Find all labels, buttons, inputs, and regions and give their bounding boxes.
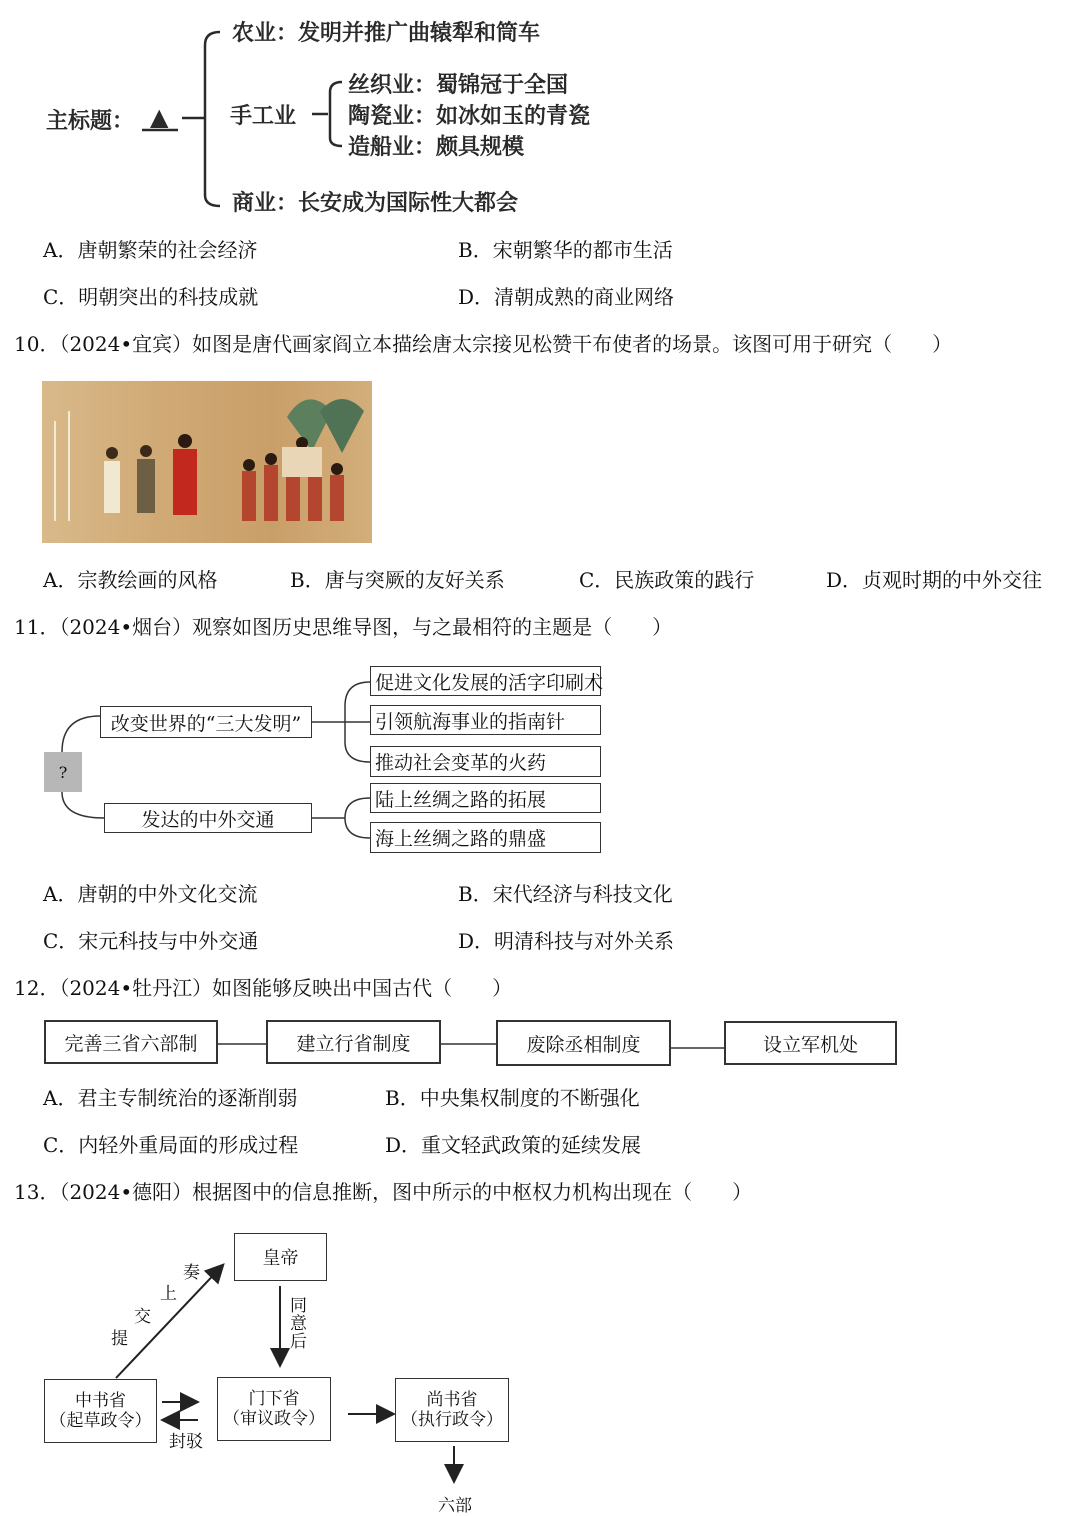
q12-box-1: 完善三省六部制 [44,1020,218,1064]
q12-stem: 12．（2024•牡丹江）如图能够反映出中国古代（ ） [14,976,513,1000]
q9-agriculture: 农业：发明并推广曲辕犁和筒车 [232,20,541,46]
q10-option-c[interactable]: C．民族政策的践行 [579,568,755,592]
q9-main-label: 主标题： [46,108,135,134]
q10-stem: 10．（2024•宜宾）如图是唐代画家阎立本描绘唐太宗接见松赞干布使者的场景。该图可用于研究（ ） [14,332,953,356]
q13-approve-char-3: 后 [290,1332,307,1352]
q12-option-c[interactable]: C．内轻外重局面的形成过程 [43,1133,299,1157]
q11-option-d[interactable]: D．明清科技与对外关系 [458,929,675,953]
q13-submit-char-4: 奏 [183,1263,200,1283]
q10-option-b[interactable]: B．唐与突厥的友好关系 [290,568,505,592]
figure-red-robe [173,434,197,515]
q11-leaf-gunpowder: 推动社会变革的火药 [370,746,601,777]
q10-option-d[interactable]: D．贞观时期的中外交往 [826,568,1043,592]
q11-option-a[interactable]: A．唐朝的中外文化交流 [43,882,258,906]
q12-option-b[interactable]: B．中央集权制度的不断强化 [385,1086,640,1110]
q13-reject-label: 封驳 [169,1432,203,1452]
q11-branch-inventions: 改变世界的“三大发明” [100,706,312,738]
figure-envoy [104,447,120,513]
q9-option-d[interactable]: D．清朝成熟的商业网络 [458,285,675,309]
q12-option-a[interactable]: A．君主专制统治的逐渐削弱 [43,1086,298,1110]
q12-box-4: 设立军机处 [724,1021,897,1065]
q13-shangshu-role: （执行政令） [401,1410,503,1430]
q11-leaf-printing: 促进文化发展的活字印刷术 [370,666,601,696]
q12-box-3: 废除丞相制度 [496,1020,671,1066]
q13-approve-char-1: 同 [290,1296,307,1316]
q11-center-node: ? [44,752,82,792]
q11-option-b[interactable]: B．宋代经济与科技文化 [458,882,673,906]
q13-approve-char-2: 意 [290,1314,307,1334]
q13-zhongshu-role: （起草政令） [49,1411,152,1431]
q11-leaf-compass: 引领航海事业的指南针 [370,705,601,735]
painting-figures [42,381,372,543]
q13-submit-char-3: 上 [160,1284,177,1304]
q11-leaf-sea-silk-road: 海上丝绸之路的鼎盛 [370,822,601,853]
q13-shangshu-name: 尚书省 [426,1390,478,1410]
q13-stem: 13．（2024•德阳）根据图中的信息推断，图中所示的中枢权力机构出现在（ ） [14,1180,753,1204]
q10-painting-image [42,381,372,543]
q13-zhongshu-name: 中书省 [75,1391,126,1411]
q9-porcelain: 陶瓷业：如冰如玉的青瓷 [348,103,591,129]
q9-handicraft: 手工业 [230,103,297,129]
q10-option-a[interactable]: A．宗教绘画的风格 [43,568,218,592]
q13-menxia-name: 门下省 [248,1389,300,1409]
q11-stem: 11．（2024•烟台）观察如图历史思维导图，与之最相符的主题是（ ） [14,615,673,639]
figure-official [137,445,155,513]
q12-box-2: 建立行省制度 [266,1020,441,1064]
q13-zhongshu-box [44,1379,157,1443]
q11-leaf-land-silk-road: 陆上丝绸之路的拓展 [370,783,601,813]
q13-submit-char-1: 提 [111,1329,128,1349]
q13-emperor-box: 皇帝 [234,1233,327,1281]
q9-silk: 丝织业：蜀锦冠于全国 [348,72,569,98]
q13-submit-char-2: 交 [134,1307,151,1327]
q9-option-c[interactable]: C．明朝突出的科技成就 [43,285,259,309]
q13-shangshu-box [395,1378,509,1442]
q12-option-d[interactable]: D．重文轻武政策的延续发展 [385,1133,642,1157]
q13-menxia-box [217,1377,331,1441]
q9-shipbuilding: 造船业：颇具规模 [348,134,525,160]
q13-menxia-role: （审议政令） [223,1409,325,1429]
q9-option-a[interactable]: A．唐朝繁荣的社会经济 [43,238,258,262]
q11-branch-transport: 发达的中外交通 [104,803,312,833]
q13-liubu-label: 六部 [438,1496,472,1516]
q9-commerce: 商业：长安成为国际性大都会 [232,190,519,216]
q9-placeholder: ▲ [150,102,169,131]
q11-option-c[interactable]: C．宋元科技与中外交通 [43,929,259,953]
q9-option-b[interactable]: B．宋朝繁华的都市生活 [458,238,673,262]
